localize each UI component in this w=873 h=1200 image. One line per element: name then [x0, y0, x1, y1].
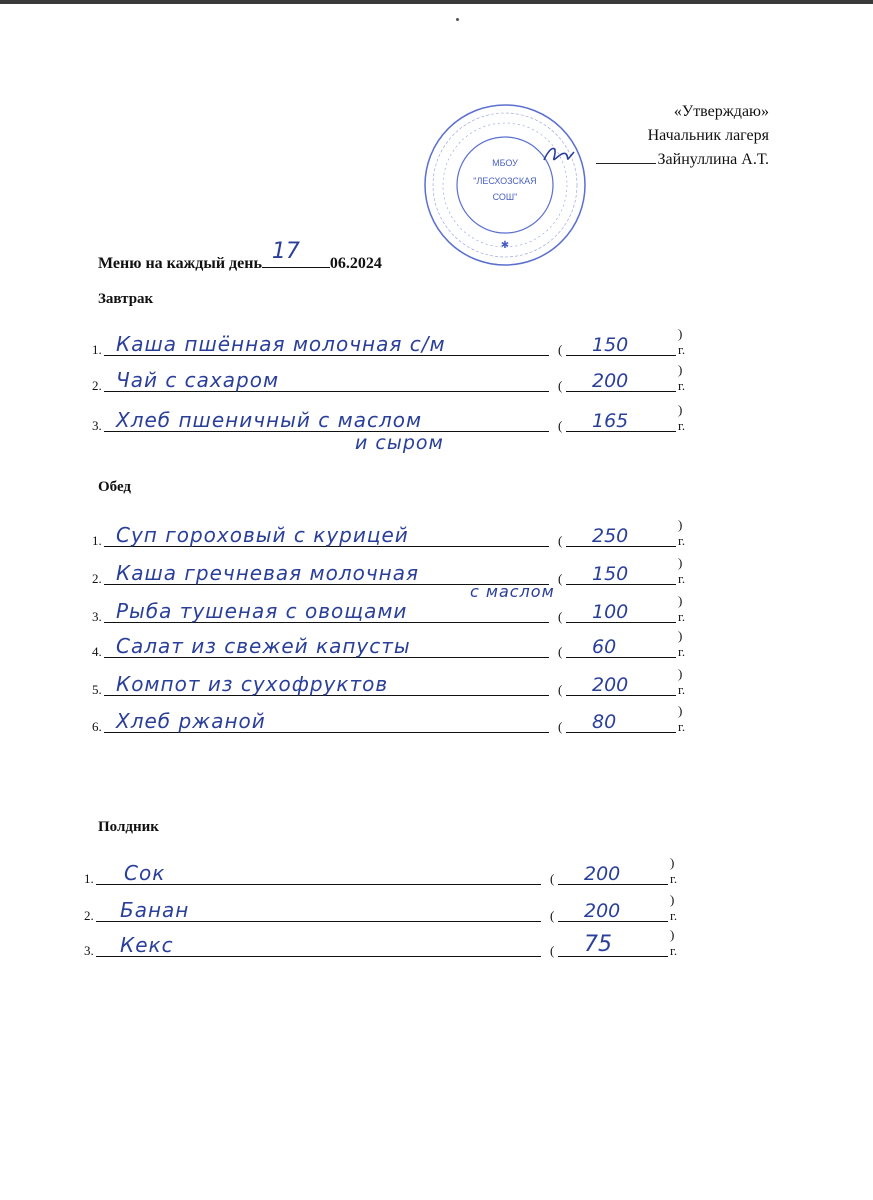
dish-qty: 165 — [592, 410, 629, 432]
qty-line — [566, 657, 676, 658]
dish-continuation: с маслом — [470, 582, 555, 601]
dish-name: Суп гороховый с курицей — [116, 523, 409, 547]
dish-continuation: и сыром — [355, 432, 444, 454]
dish-name: Хлеб пшеничный с маслом — [116, 408, 423, 432]
item-number: 3. — [84, 943, 94, 958]
approve-name: Зайнуллина А.Т. — [657, 151, 769, 168]
dish-name: Чай с сахаром — [116, 368, 280, 392]
dish-name: Кекс — [120, 933, 174, 957]
dish-qty: 200 — [584, 863, 621, 885]
dish-qty: 200 — [592, 674, 629, 696]
dish-qty: 80 — [592, 711, 617, 733]
item-number: 2. — [84, 908, 94, 923]
dish-name: Банан — [120, 898, 190, 922]
paren-open: ( — [550, 943, 555, 958]
section-lunch: Обед — [98, 479, 132, 495]
dish-name: Компот из сухофруктов — [116, 672, 389, 696]
svg-text:✱: ✱ — [500, 240, 510, 251]
section-snack: Полдник — [98, 819, 159, 835]
item-number: 5. — [92, 682, 102, 697]
dish-qty: 250 — [592, 525, 629, 547]
unit-grams: ) г. — [678, 326, 686, 357]
dish-name: Каша пшённая молочная с/м — [116, 332, 446, 356]
paren-open: ( — [558, 533, 563, 548]
dish-name: Хлеб ржаной — [116, 709, 266, 733]
approve-position: Начальник лагеря — [647, 127, 769, 144]
item-number: 4. — [92, 644, 102, 659]
dish-name: Сок — [124, 861, 166, 885]
approval-block — [596, 100, 769, 172]
paren-open: ( — [558, 719, 563, 734]
svg-text:МБОУ: МБОУ — [492, 158, 518, 168]
scan-speck — [456, 18, 459, 21]
item-number: 2. — [92, 571, 102, 586]
unit-grams: ) г. — [678, 555, 686, 586]
dish-name: Каша гречневая молочная — [116, 561, 420, 585]
svg-text:"ЛЕСХОЗСКАЯ: "ЛЕСХОЗСКАЯ — [473, 176, 537, 186]
paren-open: ( — [558, 609, 563, 624]
scan-top-edge — [0, 0, 873, 4]
item-number: 2. — [92, 378, 102, 393]
item-number: 3. — [92, 609, 102, 624]
qty-line — [558, 956, 668, 957]
paren-open: ( — [550, 871, 555, 886]
paren-open: ( — [550, 908, 555, 923]
qty-line — [566, 732, 676, 733]
approve-title: «Утверждаю» — [673, 103, 769, 120]
menu-title-prefix: Меню на каждый день — [98, 255, 262, 272]
menu-title — [98, 239, 382, 273]
paren-open: ( — [558, 342, 563, 357]
approve-name-row — [596, 148, 769, 172]
menu-day: 17 — [271, 239, 300, 264]
menu-title-suffix: 06.2024 — [329, 255, 382, 272]
unit-grams: ) г. — [678, 703, 686, 734]
dish-qty: 150 — [592, 334, 629, 356]
unit-grams: ) г. — [678, 362, 686, 393]
unit-grams: ) г. — [678, 517, 686, 548]
paren-open: ( — [558, 571, 563, 586]
item-number: 1. — [92, 533, 102, 548]
svg-text:СОШ": СОШ" — [492, 192, 518, 202]
dish-qty: 150 — [592, 563, 629, 585]
item-number: 1. — [92, 342, 102, 357]
dish-qty: 200 — [592, 370, 629, 392]
item-number: 3. — [92, 418, 102, 433]
section-breakfast: Завтрак — [98, 291, 154, 307]
day-blank — [262, 239, 330, 268]
signature-line — [596, 163, 656, 164]
paren-open: ( — [558, 378, 563, 393]
dish-qty: 200 — [584, 900, 621, 922]
signature — [540, 140, 580, 170]
unit-grams: ) г. — [678, 593, 686, 624]
paren-open: ( — [558, 644, 563, 659]
paren-open: ( — [558, 682, 563, 697]
official-stamp — [420, 100, 590, 270]
unit-grams: ) г. — [678, 666, 686, 697]
unit-grams: ) г. — [670, 855, 678, 886]
unit-grams: ) г. — [678, 402, 686, 433]
item-number: 6. — [92, 719, 102, 734]
dish-qty: 100 — [592, 601, 629, 623]
dish-name: Рыба тушеная с овощами — [116, 599, 408, 623]
item-number: 1. — [84, 871, 94, 886]
dish-name: Салат из свежей капусты — [116, 634, 411, 658]
dish-qty: 75 — [584, 932, 612, 957]
unit-grams: ) г. — [670, 927, 678, 958]
unit-grams: ) г. — [670, 892, 678, 923]
dish-qty: 60 — [592, 636, 617, 658]
paren-open: ( — [558, 418, 563, 433]
unit-grams: ) г. — [678, 628, 686, 659]
